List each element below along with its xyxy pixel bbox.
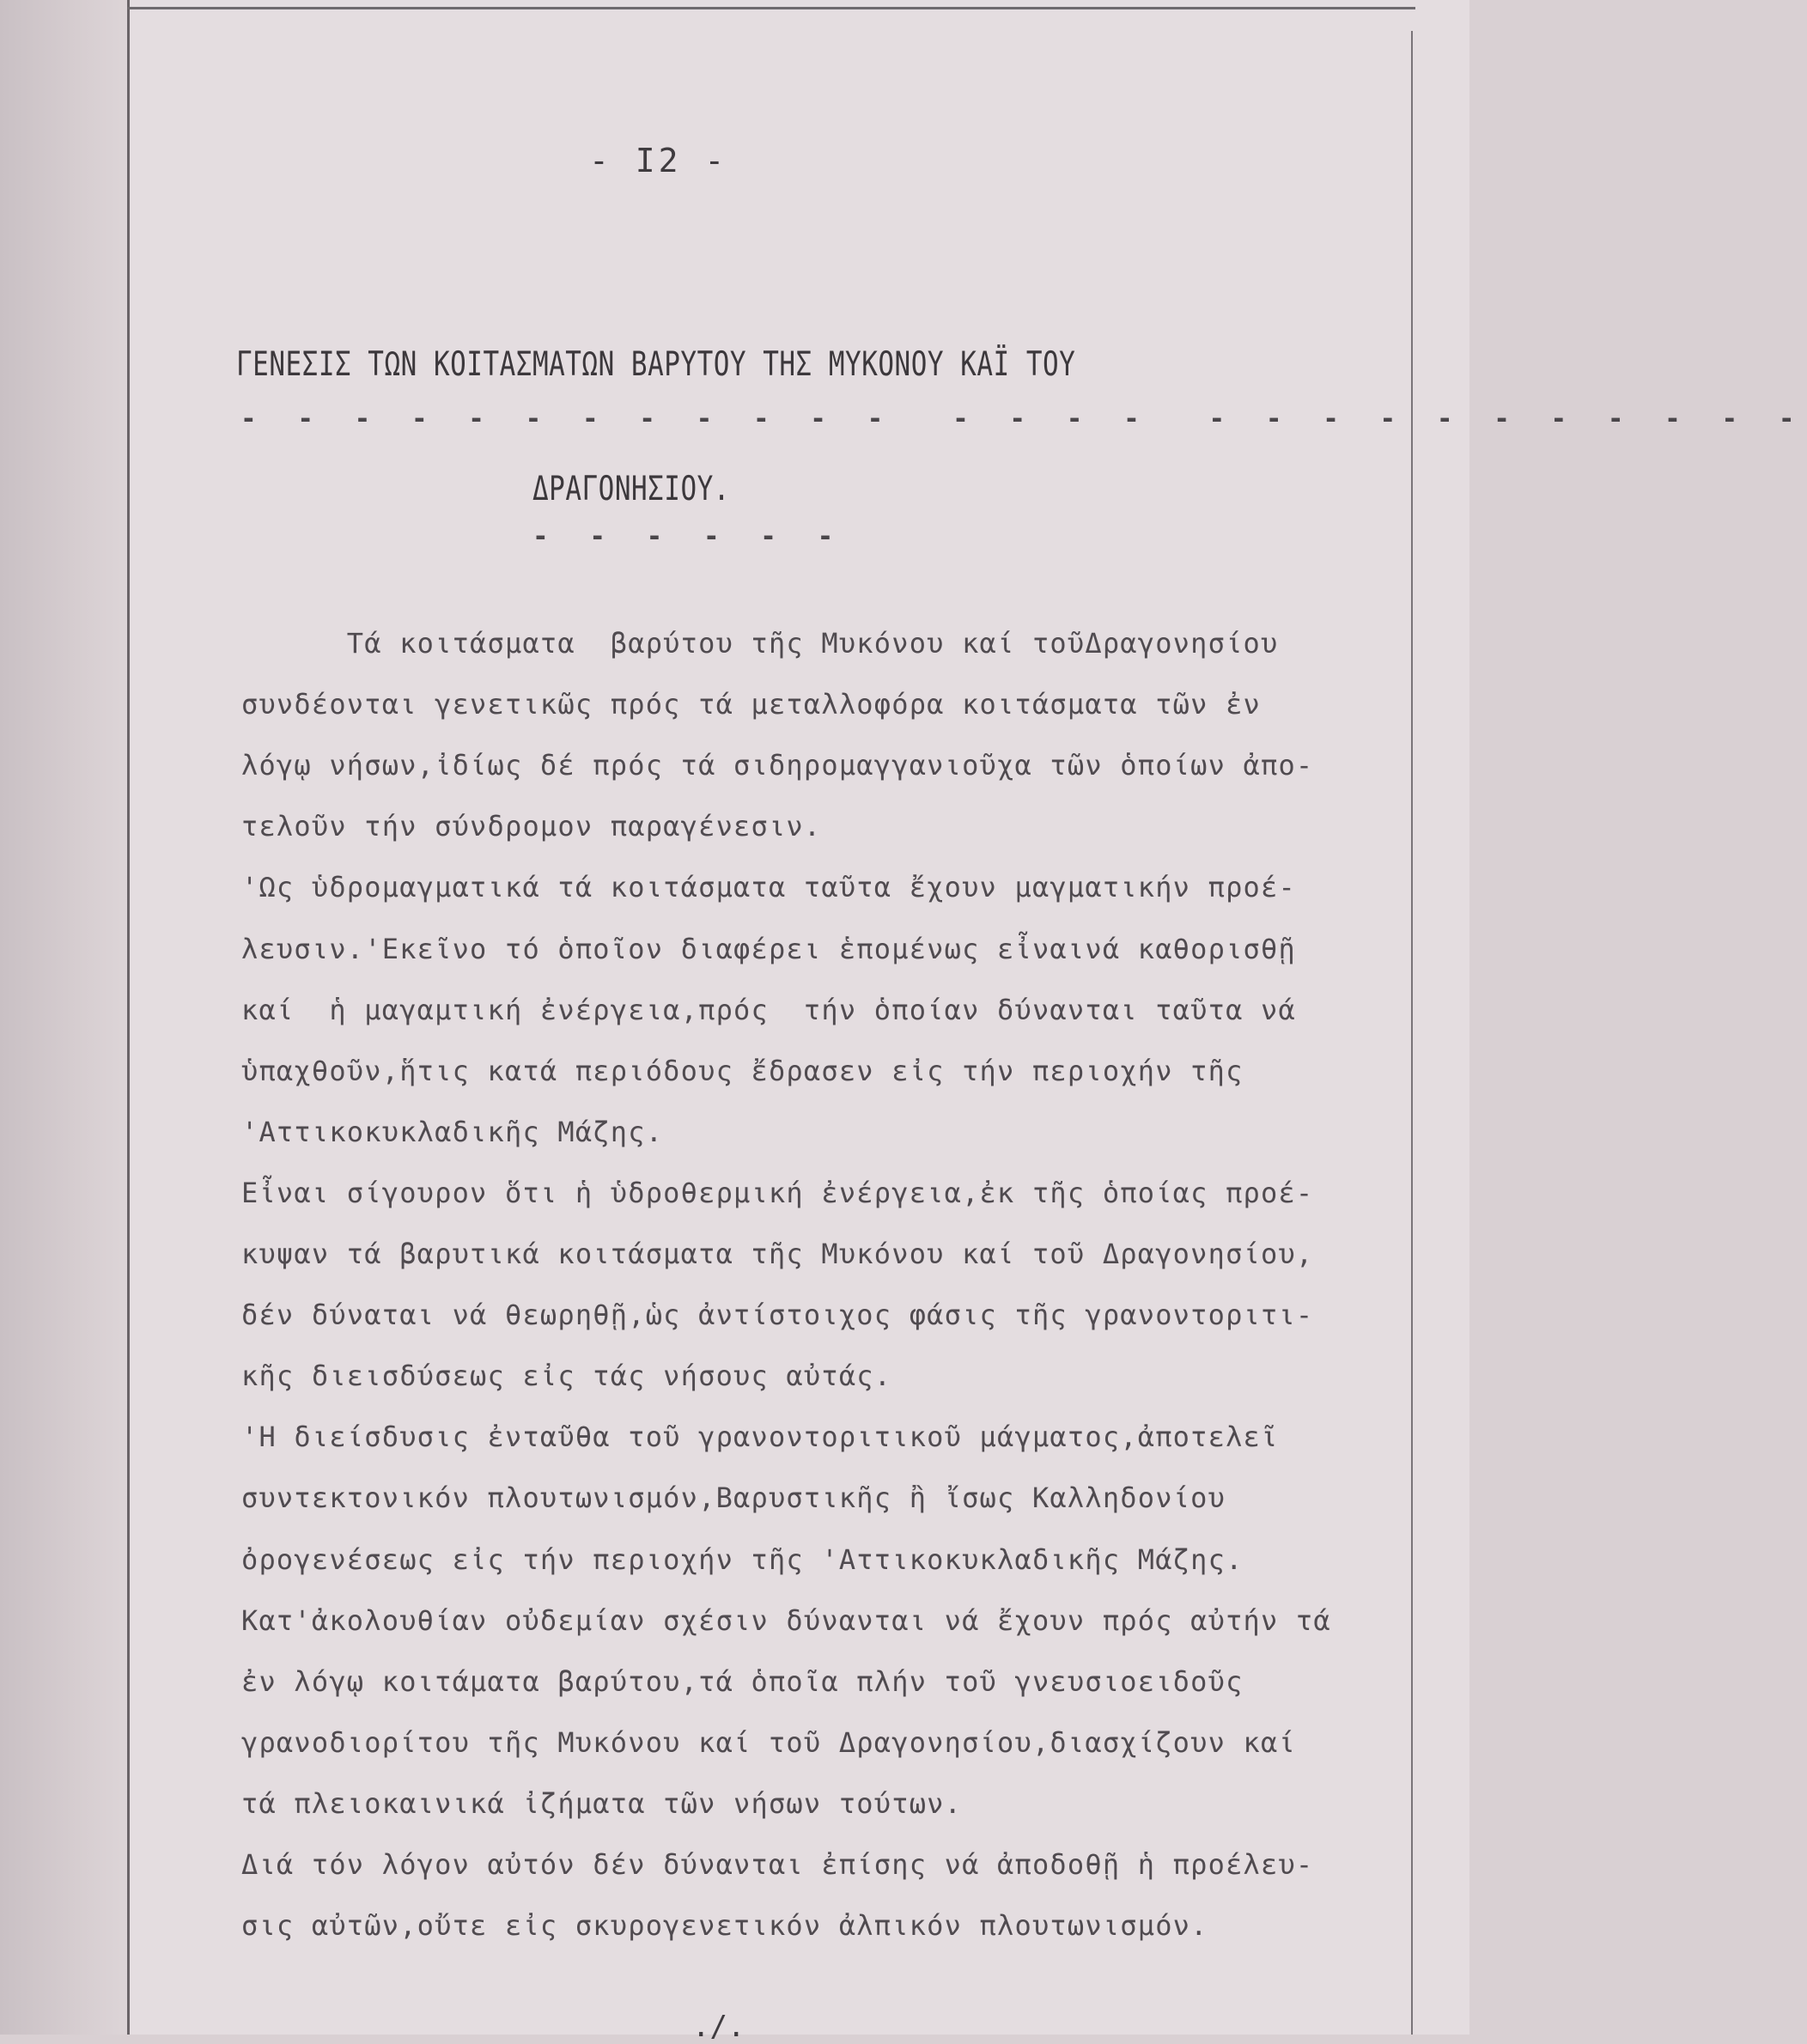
heading-line-2: ΔΡΑΓΟΝΗΣΙΟΥ. — [532, 470, 730, 508]
text-line: 'Ως ὑδρομαγματικά τά κοιτάσματα ταῦτα ἔχουν μαγματικήν προέ- — [241, 871, 1296, 904]
text-line: λόγῳ νήσων,ἰδίως δέ πρός τά σιδηρομαγγανιοῦχα τῶν ὁποίων ἀπο- — [241, 749, 1314, 782]
text-line: γρανοδιορίτου τῆς Μυκόνου καί τοῦ Δραγονησίου,διασχίζουν καί — [241, 1725, 1296, 1759]
heading-line-1: ΓΕΝΕΣΙΣ ΤΩΝ ΚΟΙΤΑΣΜΑΤΩΝ ΒΑΡΥΤΟΥ ΤΗΣ ΜΥΚΟΝΟΥ ΚΑΪ ΤΟΥ — [236, 345, 1076, 384]
text-line: Τά κοιτάσματα βαρύτου τῆς Μυκόνου καί τοῦΔραγονησίου — [241, 627, 1279, 660]
text-line: 'Η διείσδυσις ἐνταῦθα τοῦ γρανοντοριτικοῦ μάγματος,ἀποτελεῖ — [241, 1420, 1279, 1454]
text-line: Κατ'ἀκολουθίαν οὐδεμίαν σχέσιν δύνανται νά ἔχουν πρός αὐτήν τά — [241, 1603, 1331, 1637]
frame-top-line — [127, 7, 1415, 9]
text-line: ὑπαχθοῦν,ἥτις κατά περιόδους ἔδρασεν εἰς τήν περιοχήν τῆς — [241, 1054, 1244, 1087]
page-number: - I2 - — [589, 142, 728, 179]
heading-underline-1: - - - - - - - - - - - - - - - - - - - - - - - - - - - — [240, 404, 1807, 435]
text-line: κυψαν τά βαρυτικά κοιτάσματα τῆς Μυκόνου καί τοῦ Δραγονησίου, — [241, 1238, 1314, 1270]
text-line: συνδέονται γενετικῶς πρός τά μεταλλοφόρα κοιτάσματα τῶν ἐν — [241, 688, 1262, 721]
text-line: τά πλειοκαινικά ἰζήματα τῶν νήσων τούτων. — [241, 1786, 963, 1820]
text-line: σις αὐτῶν,οὔτε εἰς σκυρογενετικόν ἀλπικόν πλουτωνισμόν. — [241, 1909, 1208, 1943]
text-line: τελοῦν τήν σύνδρομον παραγένεσιν. — [241, 810, 822, 843]
text-line: κῆς διεισδύσεως εἰς τάς νήσους αὐτάς. — [241, 1360, 892, 1393]
page-gutter-shadow — [0, 0, 129, 2035]
frame-left-line — [127, 0, 130, 2035]
text-line: καί ἡ μαγαμτική ἐνέργεια,πρός τήν ὁποίαν δύνανται ταῦτα νά — [241, 993, 1296, 1026]
heading-underline-2: - - - - - - — [532, 521, 846, 552]
text-line: ὀρογενέσεως εἰς τήν περιοχήν τῆς 'Αττικοκυκλαδικῆς Μάζης. — [241, 1542, 1244, 1576]
continuation-mark: ./. — [692, 2010, 745, 2044]
text-line: ἐν λόγῳ κοιτάματα βαρύτου,τά ὁποῖα πλήν τοῦ γνευσιοειδοῦς — [241, 1664, 1244, 1698]
text-line: Εἶναι σίγουρον ὅτι ἡ ὑδροθερμική ἐνέργεια,ἐκ τῆς ὁποίας προέ- — [241, 1176, 1314, 1209]
frame-right-line — [1411, 31, 1413, 2035]
text-line: Διά τόν λόγον αὐτόν δέν δύνανται ἐπίσης νά ἀποδοθῇ ἡ προέλευ- — [241, 1848, 1314, 1881]
text-line: δέν δύναται νά θεωρηθῇ,ὡς ἀντίστοιχος φάσις τῆς γρανοντοριτι- — [241, 1299, 1314, 1332]
text-line: 'Αττικοκυκλαδικῆς Μάζης. — [241, 1115, 664, 1148]
text-line: λευσιν.'Εκεῖνο τό ὁποῖον διαφέρει ἑπομένως εἶναινά καθορισθῇ — [241, 932, 1296, 965]
text-line: συντεκτονικόν πλουτωνισμόν,Βαρυστικῆς ἢ ἴσως Καλληδονίου — [241, 1481, 1226, 1515]
